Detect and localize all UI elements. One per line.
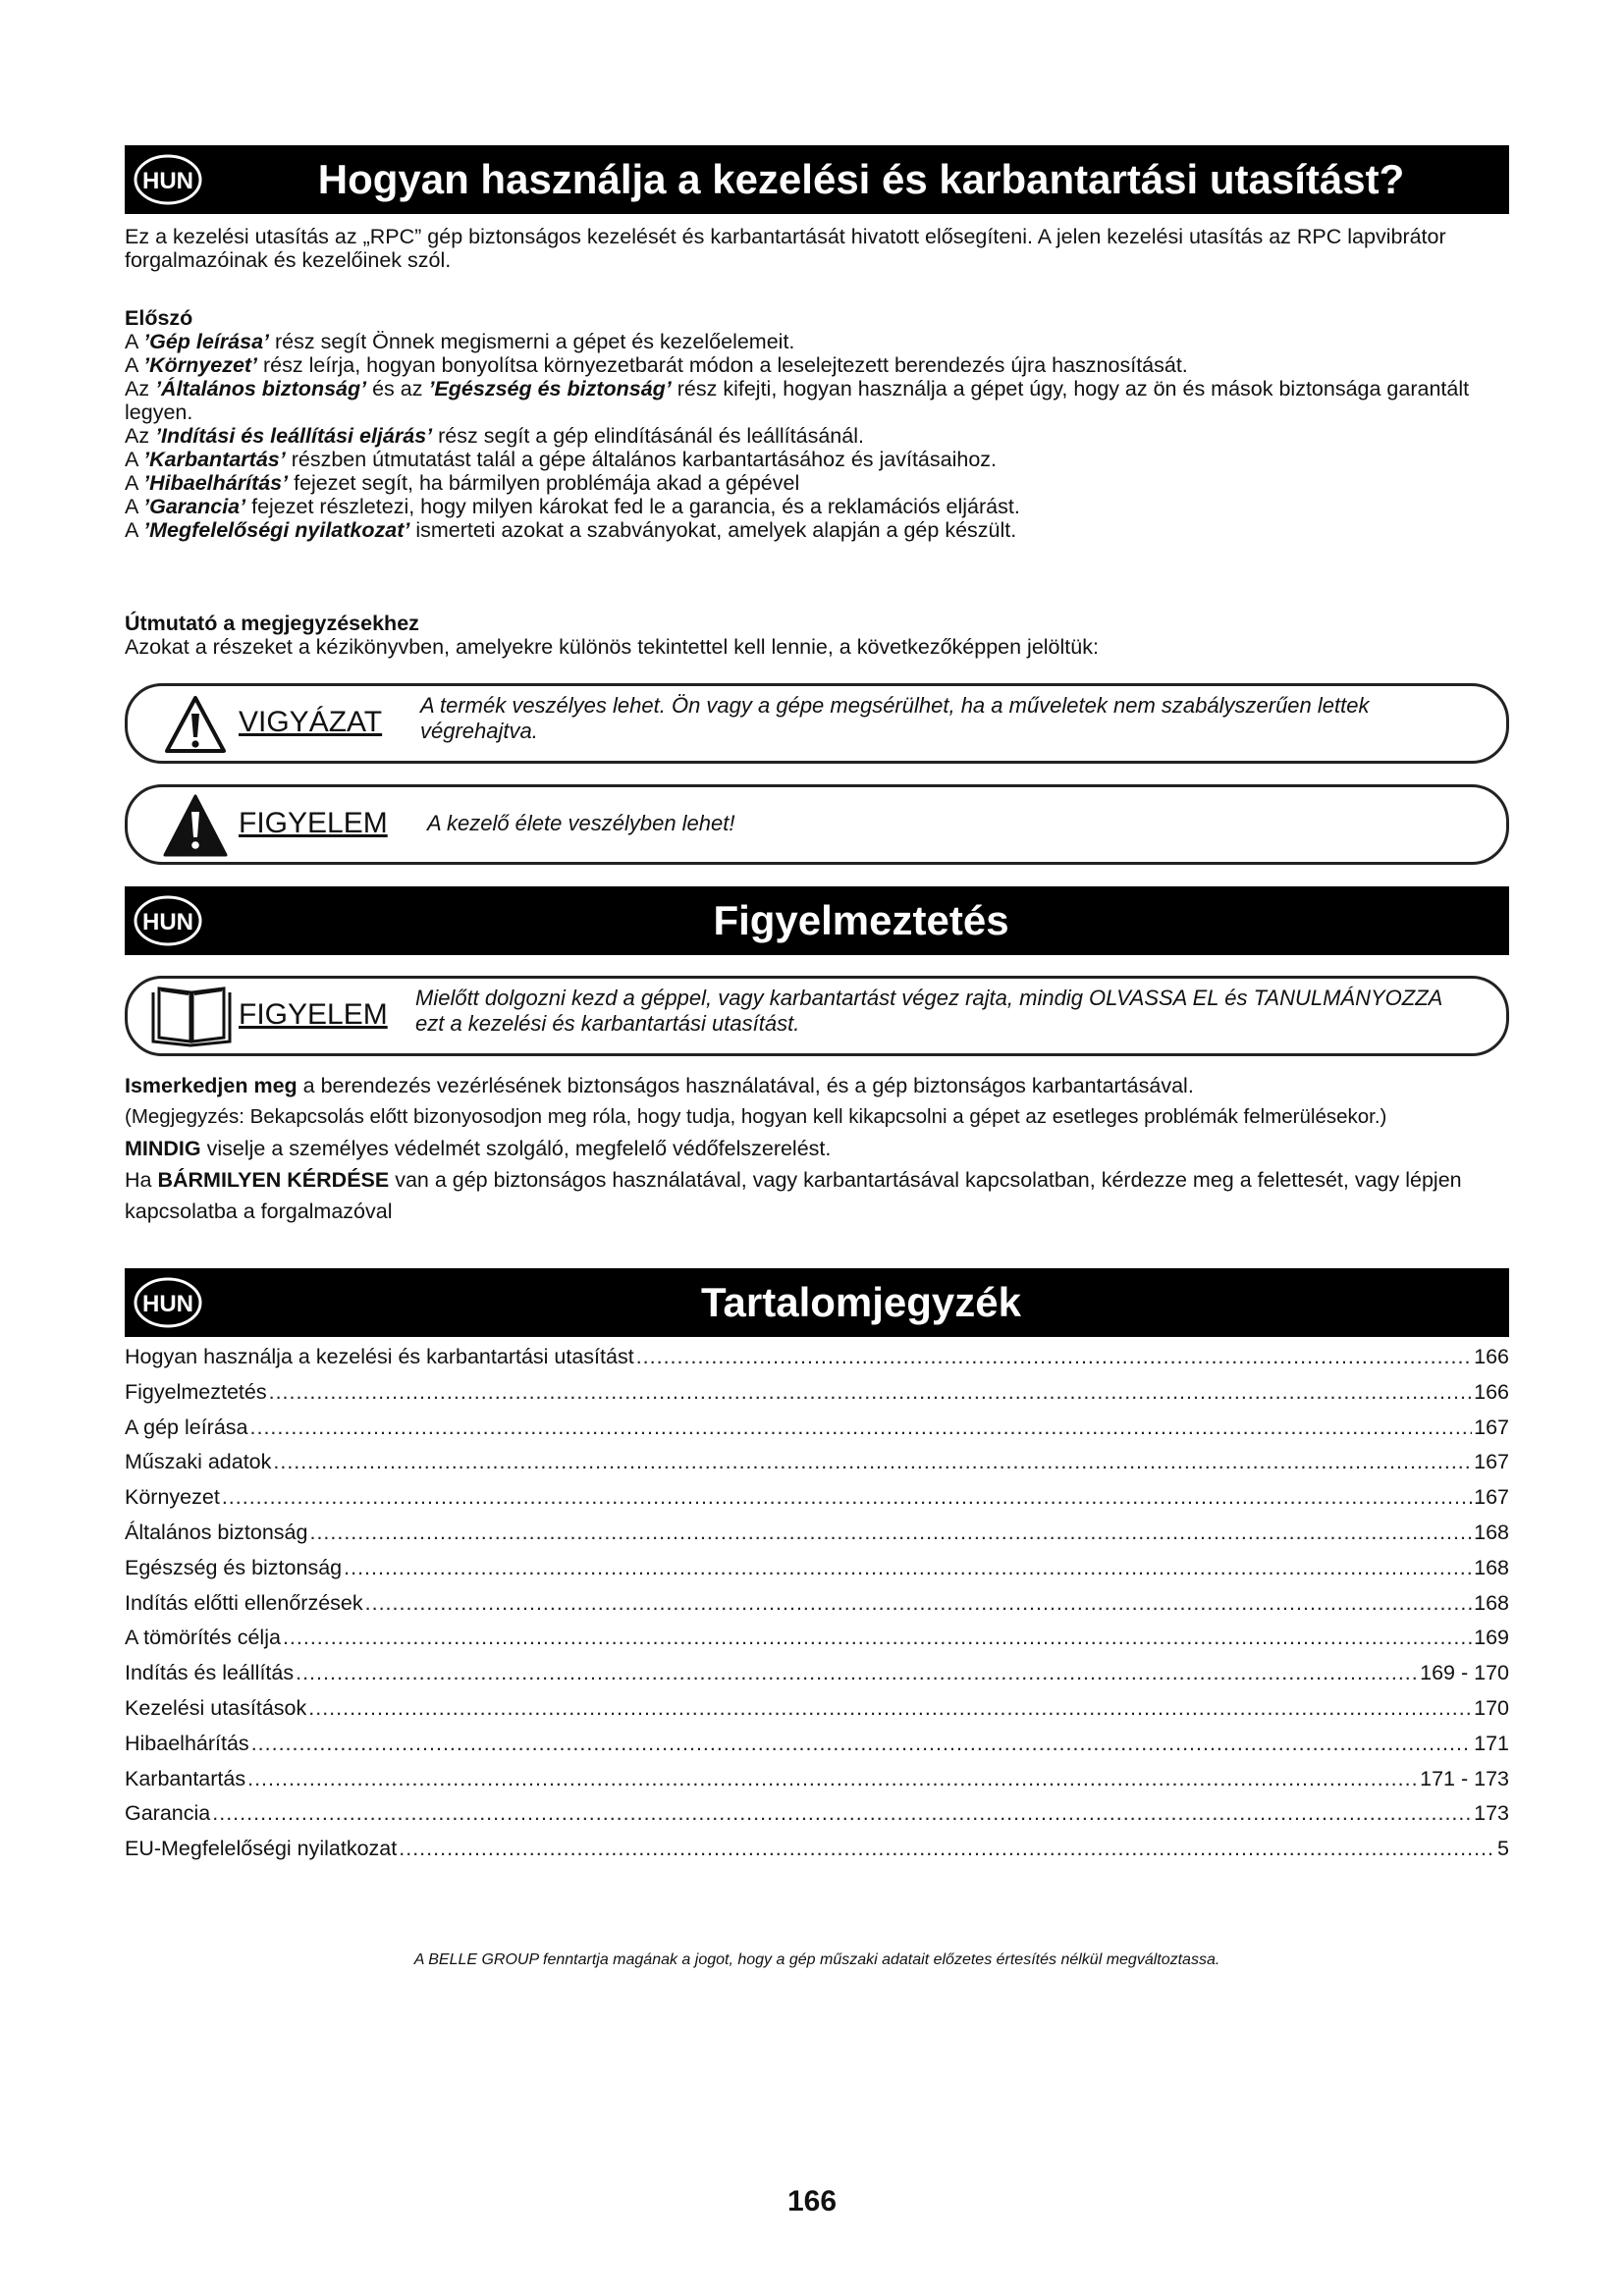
always-text: viselje a személyes védelmét szolgáló, megfelelő védőfelszerelést. [200, 1137, 832, 1160]
toc-title: Figyelmeztetés [125, 1379, 267, 1404]
danger-label: FIGYELEM [239, 807, 388, 839]
foreword-text: rész segít Önnek megismerni a gépet és kezelőelemeit. [269, 330, 795, 353]
foreword-text: fejezet segít, ha bármilyen problémája akad a gépével [288, 471, 800, 495]
toc-leader [296, 1661, 1418, 1685]
toc-entry [125, 1591, 1509, 1627]
notice-label: FIGYELEM [239, 998, 388, 1031]
svg-text:HUN: HUN [142, 1291, 193, 1317]
foreword-text: rész segít a gép elindításánál és leállításánál. [432, 424, 864, 448]
toc-entry [125, 1450, 1509, 1485]
foreword-line [125, 495, 1514, 518]
toc-page: 169 - 170 [1420, 1661, 1509, 1685]
questions-bold: BÁRMILYEN KÉRDÉSE [157, 1168, 390, 1192]
toc-title: EU-Megfelelőségi nyilatkozat [125, 1837, 398, 1861]
danger-box [125, 784, 1509, 865]
familiarize-paragraph [125, 1070, 1514, 1101]
toc-leader [309, 1521, 1472, 1545]
section-title: Figyelmeztetés [713, 897, 1009, 943]
toc-leader [269, 1380, 1473, 1405]
foreword-text: A [125, 330, 144, 353]
section-title: Hogyan használja a kezelési és karbantartási utasítást? [317, 156, 1405, 202]
toc-page: 173 [1474, 1801, 1509, 1826]
toc-title: Hibaelhárítás [125, 1731, 249, 1755]
toc-entry [125, 1556, 1509, 1591]
toc-leader [344, 1556, 1472, 1580]
foreword-block [125, 306, 1514, 542]
foreword-text: ismerteti azokat a szabványokat, amelyek alapján a gép készült. [409, 518, 1017, 542]
toc-page: 166 [1474, 1379, 1509, 1404]
section-header-warning [125, 886, 1509, 955]
toc-leader [636, 1345, 1472, 1369]
toc-entry [125, 1801, 1509, 1837]
toc-entry [125, 1380, 1509, 1415]
foreword-text: A [125, 353, 144, 377]
foreword-line [125, 448, 1514, 471]
questions-text: van a gép biztonságos használatával, vagy karbantartásával kapcsolatban, kérdezze meg a felettesét, vagy lépjen kapcsolatba a forgalmazóval [125, 1168, 1462, 1223]
notice-box [125, 976, 1509, 1056]
toc-title: Kezelési utasítások [125, 1695, 307, 1720]
toc-title: Környezet [125, 1485, 220, 1510]
foreword-line [125, 353, 1514, 377]
questions-pre: Ha [125, 1168, 158, 1192]
foreword-text: A [125, 495, 144, 518]
footnote: A BELLE GROUP fenntartja magának a jogot, hogy a gép műszaki adatait előzetes értesítés nélkül megváltoztassa. [413, 1951, 1220, 1968]
toc-page: 171 [1474, 1731, 1509, 1755]
toc-entry [125, 1837, 1509, 1872]
foreword-line [125, 471, 1514, 495]
toc-page: 171 - 173 [1420, 1766, 1509, 1790]
warning-text: A termék veszélyes lehet. Ön vagy a gépe megsérülhet, ha a műveletek nem szabályszerűen lettek végrehajtva. [420, 693, 1370, 743]
warning-paragraphs [125, 1070, 1514, 1227]
danger-text: A kezelő élete veszélyben lehet! [427, 811, 735, 835]
toc-leader [308, 1696, 1472, 1721]
toc-page: 168 [1474, 1520, 1509, 1544]
always-paragraph [125, 1133, 1514, 1164]
foreword-text: rész leírja, hogyan bonyolítsa környezetbarát módon a leselejtezett berendezés újra hasznosítását. [257, 353, 1188, 377]
toc-entry [125, 1626, 1509, 1661]
toc-title: Egészség és biztonság [125, 1555, 343, 1579]
toc-title: A tömörítés célja [125, 1626, 281, 1650]
section-reference: ’Indítási és leállítási eljárás’ [155, 424, 433, 448]
warning-label: VIGYÁZAT [239, 706, 383, 738]
toc-entry [125, 1732, 1509, 1767]
toc-title: Indítás előtti ellenőrzések [125, 1590, 363, 1615]
toc-page: 168 [1474, 1590, 1509, 1615]
toc-entry [125, 1485, 1509, 1521]
foreword-text: és az [366, 377, 429, 400]
intro-paragraph: Ez a kezelési utasítás az „RPC” gép biztonságos kezelését és karbantartását hivatott elősegíteni. A jelen kezelési utasítás az RPC lapvibrátor forgalmazóinak és kezelőinek szól. [125, 225, 1446, 272]
toc-title: Általános biztonság [125, 1520, 308, 1544]
toc-page: 167 [1474, 1485, 1509, 1510]
toc-title: Indítás és leállítás [125, 1661, 295, 1685]
toc-entry [125, 1767, 1509, 1802]
section-reference: ’Általános biztonság’ [155, 377, 367, 400]
usage-intro [125, 225, 1514, 272]
toc-title: Karbantartás [125, 1766, 246, 1790]
toc-leader [212, 1801, 1472, 1826]
toc-leader [247, 1767, 1418, 1791]
svg-text:HUN: HUN [142, 168, 193, 194]
toc-page: 169 [1474, 1626, 1509, 1650]
notice-text: Mielőtt dolgozni kezd a géppel, vagy karbantartást végez rajta, mindig OLVASSA EL és TANULMÁNYOZZA ezt a kezelési és karbantartási utasítást. [415, 986, 1442, 1036]
foreword-line [125, 377, 1514, 424]
toc-leader [399, 1837, 1495, 1861]
toc-title: Garancia [125, 1801, 211, 1826]
toc-title: Hogyan használja a kezelési és karbantartási utasítást [125, 1345, 634, 1368]
danger-triangle-icon [163, 794, 228, 857]
table-of-contents [125, 1345, 1509, 1872]
toc-entry [125, 1696, 1509, 1732]
toc-entry [125, 1415, 1509, 1451]
hun-badge-icon [132, 1275, 204, 1330]
toc-page: 5 [1497, 1837, 1509, 1861]
foreword-text: részben útmutatást talál a gépe általános karbantartásához és javításaihoz. [285, 448, 998, 471]
toc-page: 167 [1474, 1450, 1509, 1474]
section-reference: ’Gép leírása’ [143, 330, 270, 353]
foreword-text: Az [125, 424, 156, 448]
section-reference: ’Garancia’ [143, 495, 246, 518]
guide-heading: Útmutató a megjegyzésekhez [125, 612, 419, 635]
toc-entry [125, 1661, 1509, 1696]
toc-leader [365, 1591, 1473, 1616]
section-reference: ’Hibaelhárítás’ [143, 471, 289, 495]
familiarize-text: a berendezés vezérlésének biztonságos használatával, és a gép biztonságos karbantartásával. [297, 1074, 1194, 1097]
toc-leader [222, 1485, 1472, 1510]
foreword-lines [125, 330, 1514, 542]
section-reference: ’Egészség és biztonság’ [428, 377, 672, 400]
guide-text: Azokat a részeket a kézikönyvben, amelyekre különös tekintettel kell lennie, a következőképpen jelöltük: [125, 635, 1099, 659]
warning-box [125, 683, 1509, 764]
toc-title: Műszaki adatok [125, 1450, 272, 1474]
toc-leader [273, 1450, 1472, 1474]
questions-paragraph [125, 1164, 1514, 1227]
toc-leader [250, 1415, 1473, 1440]
foreword-text: A [125, 448, 144, 471]
familiarize-bold: Ismerkedjen meg [125, 1074, 298, 1097]
foreword-line [125, 518, 1514, 542]
toc-leader [283, 1626, 1472, 1650]
toc-page: 168 [1474, 1555, 1509, 1579]
toc-page: 166 [1474, 1345, 1509, 1368]
warning-triangle-icon [163, 694, 228, 755]
book-icon [147, 985, 236, 1049]
section-reference: ’Környezet’ [143, 353, 258, 377]
toc-leader [251, 1732, 1472, 1756]
hun-badge-icon [132, 152, 204, 207]
foreword-text: rész kifejti, hogyan használja a gépet úgy, hogy az ön és mások biztonsága garantált legyen. [125, 377, 1470, 424]
section-reference: ’Megfelelőségi nyilatkozat’ [143, 518, 410, 542]
section-header-toc [125, 1268, 1509, 1337]
page-number: 166 [786, 2185, 838, 2217]
toc-entry [125, 1521, 1509, 1556]
foreword-text: A [125, 471, 144, 495]
section-reference: ’Karbantartás’ [143, 448, 286, 471]
toc-title: A gép leírása [125, 1415, 248, 1439]
section-title: Tartalomjegyzék [700, 1279, 1021, 1325]
section-header-usage [125, 145, 1509, 214]
foreword-heading: Előszó [125, 306, 193, 330]
always-bold: MINDIG [125, 1137, 201, 1160]
hun-badge-icon [132, 893, 204, 948]
foreword-text: Az [125, 377, 156, 400]
toc-page: 167 [1474, 1415, 1509, 1439]
foreword-line [125, 424, 1514, 448]
guide-block [125, 612, 1514, 659]
foreword-line [125, 330, 1514, 353]
foreword-text: A [125, 518, 144, 542]
toc-entry [125, 1345, 1509, 1380]
svg-text:HUN: HUN [142, 909, 193, 935]
foreword-text: fejezet részletezi, hogy milyen károkat fed le a garancia, és a reklamációs eljárást. [245, 495, 1020, 518]
note-paragraph: (Megjegyzés: Bekapcsolás előtt bizonyosodjon meg róla, hogy tudja, hogyan kell kikapcsolni a gépet az esetleges problémák felmerülésekor.) [125, 1105, 1387, 1128]
toc-page: 170 [1474, 1695, 1509, 1720]
